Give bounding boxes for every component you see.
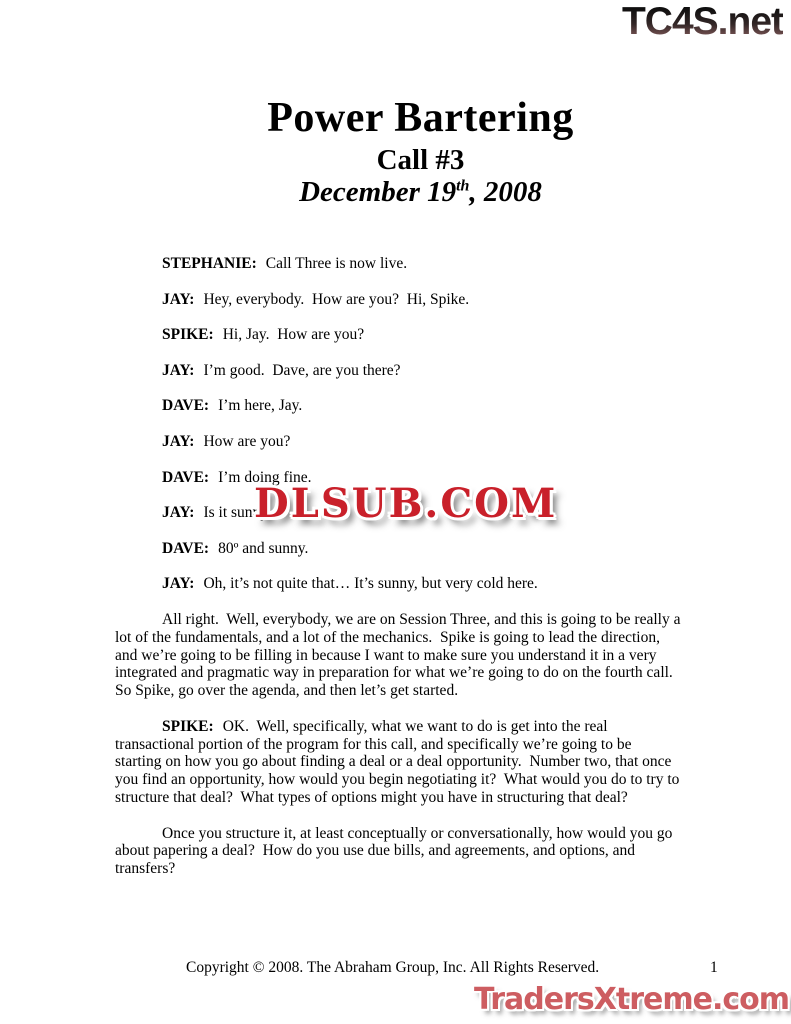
tc4s-logo: TC4S.net [621, 0, 783, 43]
transcript-paragraph [115, 825, 681, 878]
dialogue-line [115, 397, 681, 415]
document-subtitle: Call #3 [376, 144, 465, 176]
paragraph-text: OK. Well, specifically, what we want to do is get into the real transactional portion of the program for this call, and specifically we’re going to be starting on how you go about finding a deal or a deal opportunity. Number two, that once you find an opportunity, how would you begin negotiating it? What would you do to try to structure that deal? What types of options might you have in structuring that deal? [115, 717, 684, 806]
dialogue-text: Is it sunny [203, 504, 269, 522]
paragraph-text: Once you structure it, at least conceptually or conversationally, how would you go about papering a deal? How do you use due bills, and agreements, and options, and transfers? [115, 824, 677, 878]
transcript-paragraph [115, 717, 684, 807]
dlsub-watermark: DLSUB.COM [254, 480, 558, 527]
document-date [50, 176, 791, 208]
speaker-name: JAY: [162, 432, 195, 450]
dialogue-line [115, 575, 681, 593]
dialogue-line [115, 540, 681, 558]
paragraph-text: All right. Well, everybody, we are on Session Three, and this is going to be really a lot of the fundamentals, and a lot of the mechanics. Spike is going to lead the direction, and we’re going to be filling in because I want to make sure you understand it in a very integrated and pragmatic way in preparation for what we’re going to do on the fourth call. So Spike, go over the agenda, and then let’s get started. [115, 610, 685, 700]
tradersxtreme-logo: TradersXtreme.com [474, 982, 789, 1017]
footer-page-number: 1 [710, 959, 718, 976]
speaker-name: DAVE: [162, 397, 210, 415]
speaker-name: JAY: [162, 290, 195, 308]
dialogue-text: Call Three is now live. [265, 255, 408, 272]
transcript-paragraph [115, 610, 685, 700]
dialogue-line [115, 255, 681, 273]
dialogue-text: I’m here, Jay. [218, 397, 303, 415]
dialogue-text: Oh, it’s not quite that… It’s sunny, but very cold here. [203, 575, 538, 593]
speaker-name: DAVE: [162, 539, 210, 557]
dialogue-text: I’m doing fine. [218, 468, 312, 486]
document-title: Power Bartering [267, 95, 574, 141]
speaker-name: STEPHANIE: [162, 255, 257, 272]
dialogue-text: Hey, everybody. How are you? Hi, Spike. [203, 290, 470, 308]
transcript [115, 255, 685, 896]
dialogue-line [115, 362, 681, 380]
speaker-name: JAY: [162, 575, 195, 593]
dialogue-line [115, 326, 681, 344]
dialogue-line [115, 433, 681, 451]
dialogue-text: 80º and sunny. [218, 539, 309, 557]
footer-copyright: Copyright © 2008. The Abraham Group, Inc. All Rights Reserved. [186, 959, 600, 976]
speaker-name: JAY: [162, 504, 195, 522]
speaker-name: SPIKE: [162, 326, 214, 344]
date-superscript: th [456, 177, 470, 195]
dialogue-text: I’m good. Dave, are you there? [203, 361, 401, 379]
date-suffix: , 2008 [469, 176, 542, 208]
dialogue-text: How are you? [203, 432, 291, 450]
document-header [50, 94, 791, 208]
speaker-name: JAY: [162, 361, 195, 379]
dialogue-text: Hi, Jay. How are you? [222, 326, 365, 344]
dialogue-line [115, 291, 681, 309]
speaker-name: DAVE: [162, 468, 210, 486]
speaker-name: SPIKE: [162, 717, 214, 735]
date-prefix: December 19 [299, 176, 457, 208]
